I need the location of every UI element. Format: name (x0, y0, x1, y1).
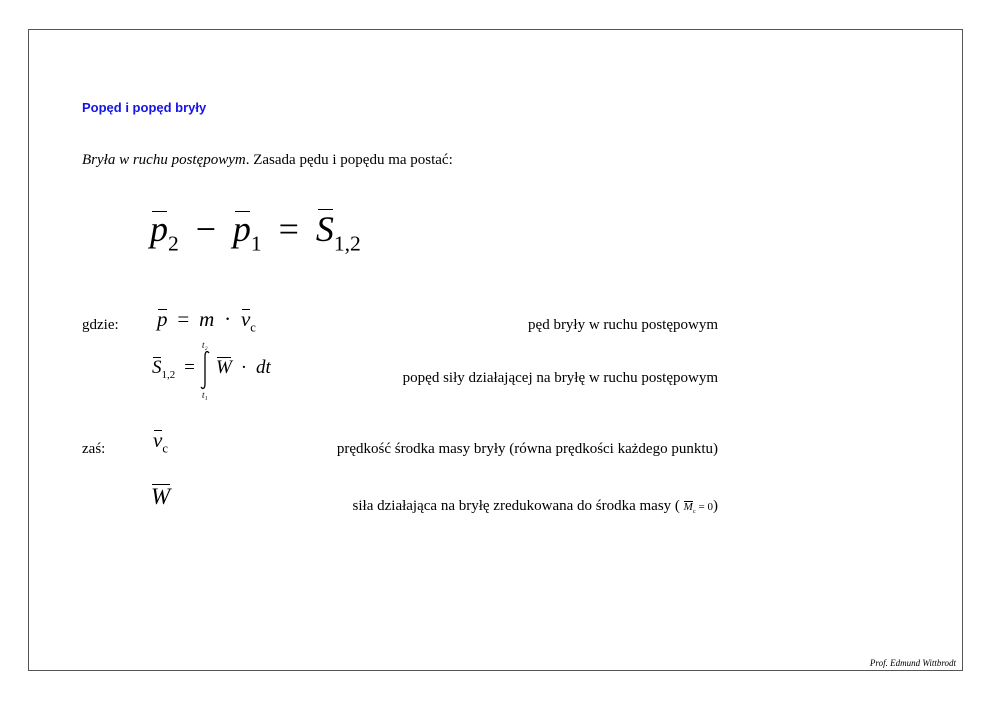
impulse-W: W (216, 357, 232, 378)
impulse-S: S (152, 357, 162, 378)
momentum-formula (157, 307, 256, 336)
force-W: W (151, 484, 171, 509)
moment-symbol (684, 501, 699, 513)
p1-symbol: p (232, 209, 251, 249)
s12-symbol: S (315, 209, 334, 249)
impulse-eq: = (184, 357, 195, 378)
velocity-sub: c (162, 441, 168, 456)
force-desc-close: ) (713, 498, 718, 514)
impulse-integrand (216, 357, 271, 379)
intro-italic: Bryła w ruchu postępowym (82, 152, 246, 168)
momentum-description: pęd bryły w ruchu postępowym (528, 317, 718, 333)
footer-author: Prof. Edmund Wittbrodt (869, 658, 956, 668)
intro-text (82, 152, 453, 169)
integral-icon (198, 350, 214, 390)
p2-symbol: p (150, 209, 168, 249)
velocity-v: v (153, 428, 163, 452)
moment-sub: c (692, 507, 696, 515)
impulse-description: popęd siły działającej na bryłę w ruchu postępowym (402, 370, 718, 386)
momentum-p: p (157, 307, 168, 331)
momentum-dot: · (224, 307, 232, 331)
force-desc-text: siła działająca na bryłę zredukowana do środka masy ( (352, 498, 680, 514)
momentum-v: v (240, 307, 251, 331)
p1-subscript: 1 (250, 231, 262, 256)
page-title: Popęd i popęd bryły (82, 100, 207, 115)
impulse-formula (152, 357, 199, 381)
integral-upper-limit: t₂ (202, 340, 208, 350)
moment-M: M (683, 501, 693, 513)
velocity-symbol (153, 428, 168, 457)
impulse-dot: · (240, 357, 248, 378)
moment-eq: = 0 (698, 501, 713, 513)
momentum-eq: = (177, 307, 190, 331)
intro-rest: . Zasada pędu i popędu ma postać: (245, 152, 453, 168)
main-equation (150, 208, 361, 257)
velocity-description: prędkość środka masy bryły (równa prędkości każdego punktu) (336, 441, 718, 457)
momentum-m: m (199, 307, 215, 331)
impulse-dt: dt (256, 357, 271, 378)
s12-subscript: 1,2 (333, 231, 361, 256)
integral-sign (196, 340, 216, 402)
minus-sign: − (195, 209, 217, 249)
gdzie-label: gdzie: (82, 317, 119, 333)
equals-sign: = (278, 209, 299, 249)
slide-frame (28, 29, 963, 671)
force-symbol (151, 484, 170, 510)
p2-subscript: 2 (168, 231, 179, 256)
impulse-sub: 1,2 (161, 368, 176, 381)
momentum-v-sub: c (250, 320, 256, 335)
integral-lower-limit: t₁ (202, 390, 208, 400)
zas-label: zaś: (82, 441, 106, 457)
force-description (353, 498, 718, 515)
